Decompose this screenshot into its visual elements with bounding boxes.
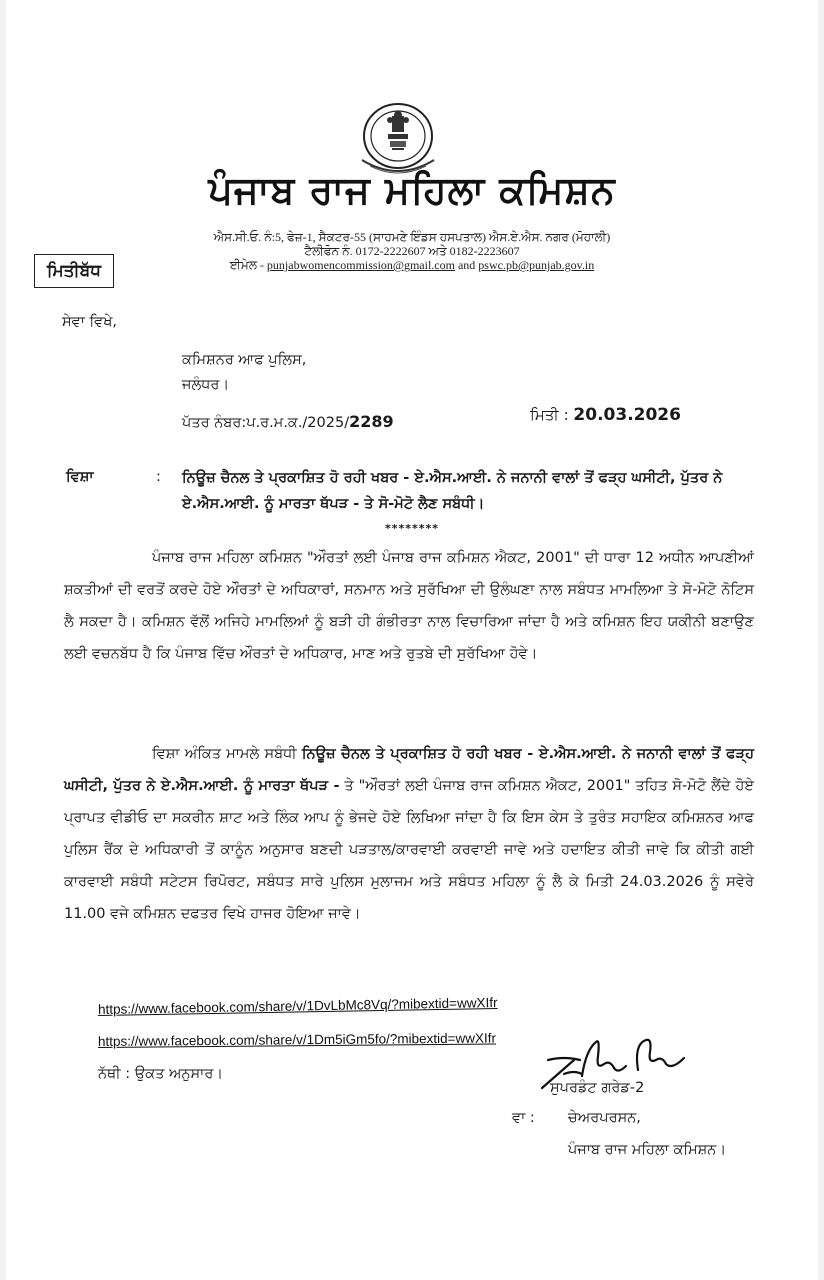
email-link-primary[interactable]: punjabwomencommission@gmail.com (266, 258, 455, 272)
organization-title: ਪੰਜਾਬ ਰਾਜ ਮਹਿਲਾ ਕਮਿਸ਼ਨ (208, 168, 616, 212)
date-label: ਮਿਤੀ : (530, 406, 569, 424)
phone-line: ਟੈਲੀਫੋਨ ਨੰ. 0172-2222607 ਅਤੇ 0182-2223607 (304, 244, 520, 258)
letter-date (530, 405, 681, 425)
signatory-title: ਸੁਪਰਡੰਟ ਗਰੇਡ-2 (550, 1080, 645, 1096)
subject-label: ਵਿਸ਼ਾ (66, 469, 94, 485)
dated-stamp-box: ਮਿਤੀਬੱਧ (34, 254, 114, 288)
email-line (6, 258, 818, 273)
subject-colon: : (156, 469, 161, 485)
para2-bold-subject: ਨਿਊਜ਼ ਚੈਨਲ ਤੇ ਪ੍ਰਕਾਸ਼ਿਤ ਹੋ ਰਹੀ ਖਬਰ - ਏ.ਐਸ.ਆਈ. ਨੇ ਜਨਾਨੀ ਵਾਲਾਂ ਤੋਂ ਫੜ੍ਹ ਘਸੀਟੀ, ਪੁੱਤਰ ਨੇ ਏ.ਐਸ.ਆਈ. ਨੂੰ ਮਾਰਤਾ ਥੱਪੜ - (64, 746, 754, 794)
para2-intro: ਵਿਸ਼ਾ ਅੰਕਿਤ ਮਾਮਲੇ ਸਬੰਧੀ (152, 746, 302, 762)
video-link-1[interactable]: https://www.facebook.com/share/v/1DvLbMc8Vq/?mibextid=wwXIfr (97, 995, 498, 1017)
recipient-line-1: ਕਮਿਸ਼ਨਰ ਆਫ ਪੁਲਿਸ, (182, 352, 307, 368)
video-link-2[interactable]: https://www.facebook.com/share/v/1Dm5iGm5fo/?mibextid=wwXIfr (97, 1030, 497, 1049)
via-line-2: ਪੰਜਾਬ ਰਾਜ ਮਹਿਲਾ ਕਮਿਸ਼ਨ। (568, 1142, 727, 1158)
reference-prefix: ਪੱਤਰ ਨੰਬਰ:ਪ.ਰ.ਮ.ਕ./2025/ (182, 415, 350, 431)
date-value: 20.03.2026 (573, 405, 681, 425)
body-paragraph-1: ਪੰਜਾਬ ਰਾਜ ਮਹਿਲਾ ਕਮਿਸ਼ਨ "ਔਰਤਾਂ ਲਈ ਪੰਜਾਬ ਰਾਜ ਕਮਿਸ਼ਨ ਐਕਟ, 2001" ਦੀ ਧਾਰਾ 12 ਅਧੀਨ ਆਪਣੀਆਂ ਸ਼ਕਤੀਆਂ ਦੀ ਵਰਤੋਂ ਕਰਦੇ ਹੋਏ ਔਰਤਾਂ ਦੇ ਅਧਿਕਾਰਾਂ, ਸਨਮਾਨ ਅਤੇ ਸੁਰੱਖਿਆ ਦੀ ਉਲੰਘਣਾ ਨਾਲ ਸਬੰਧਤ ਮਾਮਲਿਆ ਤੇ ਸੋ-ਮੋਟੋ ਨੋਟਿਸ ਲੈ ਸਕਦਾ ਹੈ। ਕਮਿਸ਼ਨ ਵੱਲੋਂ ਅਜਿਹੇ ਮਾਮਲਿਆਂ ਨੂੰ ਬੜੀ ਹੀ ਗੰਭੀਰਤਾ ਨਾਲ ਵਿਚਾਰਿਆ ਜਾਂਦਾ ਹੈ ਅਤੇ ਕਮਿਸ਼ਨ ਇਹ ਯਕੀਨੀ ਬਣਾਉਣ ਲਈ ਵਚਨਬੱਧ ਹੈ ਕਿ ਪੰਜਾਬ ਵਿੱਚ ਔਰਤਾਂ ਦੇ ਅਧਿਕਾਰ, ਮਾਣ ਅਤੇ ਰੁਤਬੇ ਦੀ ਸੁਰੱਖਿਆ ਹੋਵੇ। (64, 550, 754, 662)
email-and: and (457, 258, 476, 272)
subject-text: ਨਿਊਜ਼ ਚੈਨਲ ਤੇ ਪ੍ਰਕਾਸ਼ਿਤ ਹੋ ਰਹੀ ਖਬਰ - ਏ.ਐਸ.ਆਈ. ਨੇ ਜਨਾਨੀ ਵਾਲਾਂ ਤੋਂ ਫੜ੍ਹ ਘਸੀਟੀ, ਪੁੱਤਰ ਨੇ ਏ.ਐਸ.ਆਈ. ਨੂੰ ਮਾਰਤਾ ਥੱਪੜ - ਤੇ ਸੋ-ਮੋਟੋ ਲੈਣ ਸਬੰਧੀ। (182, 470, 723, 512)
reference-number (182, 412, 394, 433)
letter-page (6, 0, 818, 1280)
salutation: ਸੇਵਾ ਵਿਖੇ, (62, 314, 118, 330)
separator: ******** (384, 522, 440, 535)
address-line: ਐਸ.ਸੀ.ਓ. ਨੰ:5, ਫੇਜ਼-1, ਸੈਕਟਰ-55 (ਸਾਹਮਣੇ ਇੰਡਸ ਹਸਪਤਾਲ) ਐਸ.ਏ.ਐਸ. ਨਗਰ (ਮੋਹਾਲੀ) (213, 230, 611, 244)
via-line-1: ਚੇਅਰਪਰਸਨ, (568, 1110, 641, 1126)
email-label: ਈਮੇਲ - (229, 258, 264, 272)
body-paragraph-2 (64, 738, 754, 930)
email-link-secondary[interactable]: pswc.pb@punjab.gov.in (478, 258, 595, 272)
reference-number-value: 2289 (349, 412, 394, 431)
recipient-line-2: ਜਲੰਧਰ। (182, 377, 230, 393)
para2-rest: ਤੇ "ਔਰਤਾਂ ਲਈ ਪੰਜਾਬ ਰਾਜ ਕਮਿਸ਼ਨ ਐਕਟ, 2001" ਤਹਿਤ ਸੋ-ਮੋਟੋ ਲੈਂਦੇ ਹੋਏ ਪ੍ਰਾਪਤ ਵੀਡੀਓ ਦਾ ਸਕਰੀਨ ਸ਼ਾਟ ਅਤੇ ਲਿੰਕ ਆਪ ਨੂੰ ਭੇਜਦੇ ਹੋਏ ਲਿਖਿਆ ਜਾਂਦਾ ਹੈ ਕਿ ਇਸ ਕੇਸ ਤੇ ਤੁਰੰਤ ਸਹਾਇਕ ਕਮਿਸ਼ਨਰ ਆਫ ਪੁਲਿਸ ਰੈਂਕ ਦੇ ਅਧਿਕਾਰੀ ਤੋਂ ਕਾਨੂੰਨ ਅਨੁਸਾਰ ਬਣਦੀ ਪੜਤਾਲ/ਕਾਰਵਾਈ ਕਰਵਾਈ ਜਾਵੇ ਅਤੇ ਹਦਾਇਤ ਕੀਤੀ ਜਾਵੇ ਕਿ ਕੀਤੀ ਗਈ ਕਾਰਵਾਈ ਸਬੰਧੀ ਸਟੇਟਸ ਰਿਪੋਰਟ, ਸਬੰਧਤ ਸਾਰੇ ਪੁਲਿਸ ਮੁਲਾਜਮ ਅਤੇ ਸਬੰਧਤ ਮਹਿਲਾ ਨੂੰ ਲੈ ਕੇ ਮਿਤੀ 24.03.2026 ਨੂੰ ਸਵੇਰੇ 11.00 ਵਜੇ ਕਮਿਸ਼ਨ ਦਫਤਰ ਵਿਖੇ ਹਾਜਰ ਹੋਇਆ ਜਾਵੇ। (64, 778, 754, 922)
enclosure-note: ਨੱਥੀ : ਉਕਤ ਅਨੁਸਾਰ। (98, 1066, 224, 1082)
via-label: ਵਾ : (512, 1110, 535, 1126)
